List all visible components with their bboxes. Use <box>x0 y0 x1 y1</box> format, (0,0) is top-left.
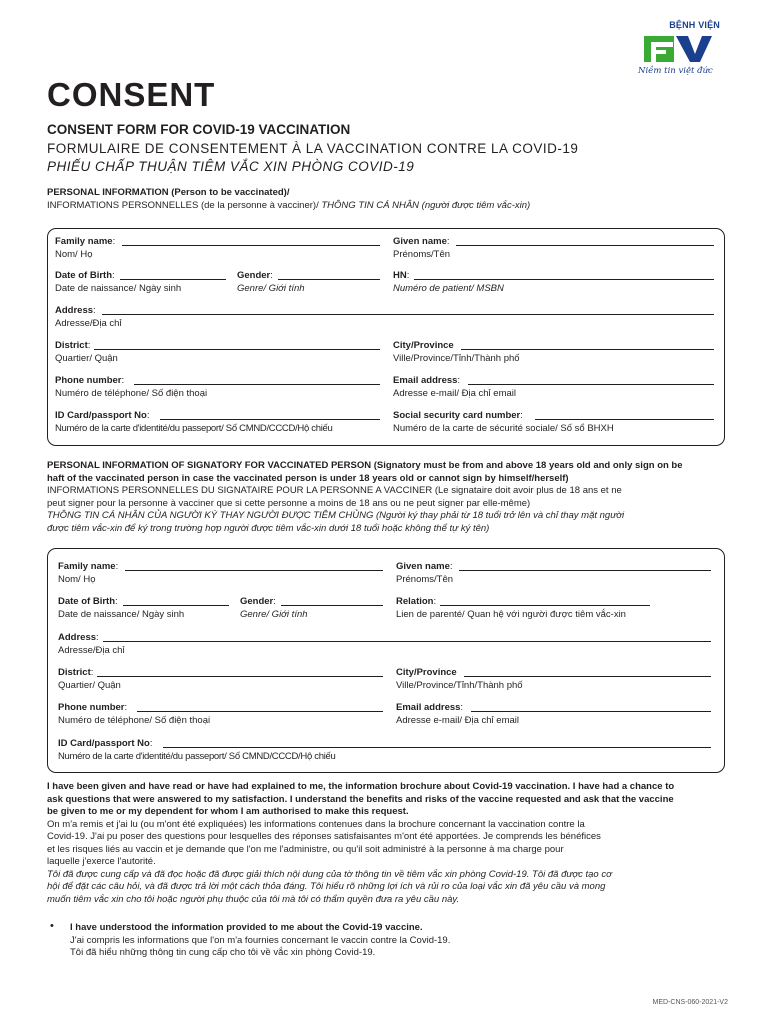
subtitle-fr: FORMULAIRE DE CONSENTEMENT À LA VACCINATION CONTRE LA COVID-19 <box>47 141 579 156</box>
sig-dob-sublabel: Date de naissance/ Ngày sinh <box>58 608 185 620</box>
document-code: MED-CNS-060-2021-V2 <box>652 999 728 1006</box>
logo-brand-text: BỆNH VIỆN <box>669 20 720 30</box>
personal-heading-vi: THÔNG TIN CÁ NHÂN (người được tiêm vắc-xin) <box>321 199 531 211</box>
sig-address-field: Address: Adresse/Địa chỉ <box>58 632 125 656</box>
sig-id-card-label: ID Card/passport No <box>58 738 150 749</box>
sig-dob-label: Date of Birth <box>58 596 115 607</box>
bullet-icon: • <box>50 920 54 932</box>
address-field: Address: Adresse/Địa chỉ <box>55 305 122 329</box>
id-card-sublabel: Numéro de la carte d'identité/du passeport/ Số CMND/CCCD/Hộ chiếu <box>55 422 333 434</box>
signatory-heading <box>47 460 737 535</box>
social-security-field: Social security card number: Numéro de la carte de sécurité sociale/ Số sổ BHXH <box>393 410 614 434</box>
statement-fr-4: laquelle j'exerce l'autorité. <box>47 856 156 867</box>
hn-field: HN: Numéro de patient/ MSBN <box>393 270 504 294</box>
district-sublabel: Quartier/ Quận <box>55 352 118 364</box>
given-name-field: Given name: Prénoms/Tên <box>393 236 451 260</box>
sig-given-name-field: Given name: Prénoms/Tên <box>396 561 454 585</box>
bullet-fr: J'ai compris les informations que l'on m'a fournies concernant le vaccin contre la Covid-19. <box>70 934 451 946</box>
given-name-sublabel: Prénoms/Tên <box>393 248 451 260</box>
signatory-heading-fr-2: peut signer pour la personne à vacciner que si cette personne a moins de 18 ans ou ne peut signer par elle-même) <box>47 497 531 509</box>
sig-city-label: City/Province <box>396 667 457 678</box>
sig-id-card-sublabel: Numéro de la carte d'identité/du passeport/ Số CMND/CCCD/Hộ chiếu <box>58 750 336 762</box>
email-sublabel: Adresse e-mail/ Địa chỉ email <box>393 387 517 399</box>
address-sublabel: Adresse/Địa chỉ <box>55 317 122 329</box>
hn-label: HN <box>393 270 407 281</box>
statement-fr-3: et les risques liés au vaccin et je demande que l'on me l'administre, ou qu'il soit administré à la personne à ma charge pour <box>47 843 564 855</box>
hospital-logo <box>628 20 728 84</box>
city-label: City/Province <box>393 340 454 351</box>
sig-phone-input[interactable] <box>137 711 383 712</box>
sig-district-field: District: Quartier/ Quận <box>58 667 121 691</box>
signatory-heading-en-1: PERSONAL INFORMATION OF SIGNATORY FOR VACCINATED PERSON (Signatory must be from and above 18 years old and only sign on be <box>47 460 683 471</box>
statement-vi-3: muốn tiêm vắc xin cho tôi hoặc người phụ thuộc của tôi mà tôi có thẩm quyền đưa ra yêu cầu này. <box>47 893 460 905</box>
sig-gender-sublabel: Genre/ Giới tính <box>240 608 308 620</box>
family-name-field: Family name: Nom/ Họ <box>55 236 116 260</box>
sig-email-input[interactable] <box>471 711 711 712</box>
statement-fr-2: Covid-19. J'ai pu poser des questions pour lesquelles des réponses satisfaisantes m'ont été apportées. Je comprends les bénéfices <box>47 831 601 842</box>
email-input[interactable] <box>468 384 714 385</box>
subtitle-vi: PHIẾU CHẤP THUẬN TIÊM VẮC XIN PHÒNG COVID-19 <box>47 159 415 174</box>
sig-district-input[interactable] <box>97 676 383 677</box>
sig-relation-input[interactable] <box>440 605 650 606</box>
personal-heading-fr-vi <box>47 200 727 213</box>
gender-input[interactable] <box>278 279 380 280</box>
sig-given-name-label: Given name <box>396 561 450 572</box>
sig-id-card-field: ID Card/passport No: Numéro de la carte d'identité/du passeport/ Số CMND/CCCD/Hộ chiếu <box>58 738 336 762</box>
sig-email-sublabel: Adresse e-mail/ Địa chỉ email <box>396 714 520 726</box>
address-input[interactable] <box>102 314 714 315</box>
dob-field: Date of Birth: Date de naissance/ Ngày sinh <box>55 270 182 294</box>
consent-statement <box>47 781 742 906</box>
signatory-heading-vi-2: được tiêm vắc-xin để ký trong trường hợp người được tiêm vắc-xin dưới 18 tuổi hoặc không thể tự ký tên) <box>47 522 490 534</box>
sig-relation-label: Relation <box>396 596 434 607</box>
phone-field: Phone number: Numéro de téléphone/ Số điện thoại <box>55 375 208 399</box>
fv-logo-icon <box>642 34 714 64</box>
bullet-vi: Tôi đã hiểu những thông tin cung cấp cho tôi về vắc xin phòng Covid-19. <box>70 947 376 958</box>
statement-vi-1: Tôi đã được cung cấp và đã đọc hoặc đã được giải thích nội dung của tờ thông tin về tiêm vắc xin phòng Covid-19. Tôi đã được tạo cơ <box>47 868 612 880</box>
understanding-bullet <box>70 922 720 960</box>
personal-info-heading <box>47 187 727 212</box>
sig-relation-sublabel: Lien de parenté/ Quan hệ với người được tiêm vắc-xin <box>396 608 626 620</box>
family-name-sublabel: Nom/ Họ <box>55 248 93 260</box>
logo-slogan: Niềm tin việt đức <box>638 66 713 76</box>
given-name-label: Given name <box>393 236 447 247</box>
gender-sublabel: Genre/ Giới tính <box>237 282 305 294</box>
sig-email-label: Email address <box>396 702 461 713</box>
sig-phone-sublabel: Numéro de téléphone/ Số điện thoại <box>58 714 211 726</box>
statement-en-3: be given to me or my dependent for whom I am authorised to make this request. <box>47 806 409 817</box>
sig-city-input[interactable] <box>464 676 711 677</box>
city-field <box>393 340 520 365</box>
sig-dob-input[interactable] <box>123 605 229 606</box>
sig-given-name-input[interactable] <box>459 570 711 571</box>
dob-sublabel: Date de naissance/ Ngày sinh <box>55 282 182 294</box>
phone-sublabel: Numéro de téléphone/ Số điện thoại <box>55 387 208 399</box>
signatory-heading-fr-1: INFORMATIONS PERSONNELLES DU SIGNATAIRE POUR LA PERSONNE A VACCINER (Le signataire doit avoir plus de 18 ans et ne <box>47 485 622 496</box>
id-card-input[interactable] <box>160 419 380 420</box>
sig-id-card-input[interactable] <box>163 747 711 748</box>
sig-gender-label: Gender <box>240 596 274 607</box>
sig-phone-field: Phone number: Numéro de téléphone/ Số điện thoại <box>58 702 211 726</box>
sig-district-label: District <box>58 667 91 678</box>
page-title: CONSENT <box>47 76 216 113</box>
sig-phone-label: Phone number <box>58 702 125 713</box>
sig-address-label: Address <box>58 632 97 643</box>
phone-label: Phone number <box>55 375 122 386</box>
signatory-heading-en-2: haft of the vaccinated person in case the vaccinated person is under 18 years old or cannot sign by himself/herself) <box>47 472 569 484</box>
sig-relation-field: Relation: Lien de parenté/ Quan hệ với người được tiêm vắc-xin <box>396 596 626 620</box>
personal-heading-en: PERSONAL INFORMATION (Person to be vaccinated)/ <box>47 187 290 198</box>
gender-label: Gender <box>237 270 271 281</box>
sig-address-input[interactable] <box>103 641 711 642</box>
sig-family-name-label: Family name <box>58 561 116 572</box>
sig-dob-field: Date of Birth: Date de naissance/ Ngày sinh <box>58 596 185 620</box>
social-security-sublabel: Numéro de la carte de sécurité sociale/ Số sổ BHXH <box>393 422 614 434</box>
sig-gender-input[interactable] <box>281 605 383 606</box>
bullet-en: I have understood the information provided to me about the Covid-19 vaccine. <box>70 922 423 933</box>
district-label: District <box>55 340 88 351</box>
email-label: Email address <box>393 375 458 386</box>
social-security-label: Social security card number <box>393 410 521 421</box>
district-field: District: Quartier/ Quận <box>55 340 118 364</box>
hn-input[interactable] <box>414 279 714 280</box>
subtitle-en: CONSENT FORM FOR COVID-19 VACCINATION <box>47 122 351 137</box>
statement-fr-1: On m'a remis et j'ai lu (ou m'ont été expliquées) les informations contenues dans la brochure concernant la vaccination contre la <box>47 818 585 830</box>
family-name-input[interactable] <box>122 245 380 246</box>
statement-en-1: I have been given and have read or have had explained to me, the information brochure about Covid-19 vaccination. I have had a chance to <box>47 781 675 792</box>
city-sublabel: Ville/Province/Tỉnh/Thành phố <box>393 352 520 364</box>
dob-input[interactable] <box>120 279 226 280</box>
district-input[interactable] <box>94 349 380 350</box>
phone-input[interactable] <box>134 384 380 385</box>
gender-field: Gender: Genre/ Giới tính <box>237 270 305 294</box>
sig-city-field <box>396 667 523 692</box>
sig-district-sublabel: Quartier/ Quận <box>58 679 121 691</box>
sig-address-sublabel: Adresse/Địa chỉ <box>58 644 125 656</box>
sig-family-name-input[interactable] <box>125 570 383 571</box>
personal-heading-fr: INFORMATIONS PERSONNELLES (de la personne à vacciner)/ <box>47 199 319 211</box>
city-input[interactable] <box>461 349 714 350</box>
hn-sublabel: Numéro de patient/ MSBN <box>393 282 504 294</box>
id-card-field: ID Card/passport No: Numéro de la carte d'identité/du passeport/ Số CMND/CCCD/Hộ chiếu <box>55 410 333 434</box>
sig-email-field: Email address: Adresse e-mail/ Địa chỉ email <box>396 702 520 726</box>
family-name-label: Family name <box>55 236 113 247</box>
statement-en-2: ask questions that were answered to my satisfaction. I understand the benefits and risks of the vaccine requested and ask that the vaccine <box>47 793 674 805</box>
id-card-label: ID Card/passport No <box>55 410 147 421</box>
sig-city-sublabel: Ville/Province/Tỉnh/Thành phố <box>396 679 523 691</box>
sig-given-name-sublabel: Prénoms/Tên <box>396 573 454 585</box>
statement-vi-2: hội để đặt các câu hỏi, và đã được trả lời một cách thỏa đáng. Tôi hiểu rõ những lợi ích và rủi ro của loại vắc xin đã yêu cầu và mong <box>47 881 606 892</box>
address-label: Address <box>55 305 94 316</box>
sig-family-name-field: Family name: Nom/ Họ <box>58 561 119 585</box>
sig-gender-field: Gender: Genre/ Giới tính <box>240 596 308 620</box>
social-security-input[interactable] <box>535 419 714 420</box>
dob-label: Date of Birth <box>55 270 112 281</box>
sig-family-name-sublabel: Nom/ Họ <box>58 573 96 585</box>
given-name-input[interactable] <box>456 245 714 246</box>
signatory-heading-vi-1: THÔNG TIN CÁ NHÂN CỦA NGƯỜI KÝ THAY NGƯỜI ĐƯỢC TIÊM CHỦNG (Người ký thay phải từ 18 tuổi trở lên và chỉ thay mặt người <box>47 510 625 521</box>
email-field: Email address: Adresse e-mail/ Địa chỉ email <box>393 375 517 399</box>
